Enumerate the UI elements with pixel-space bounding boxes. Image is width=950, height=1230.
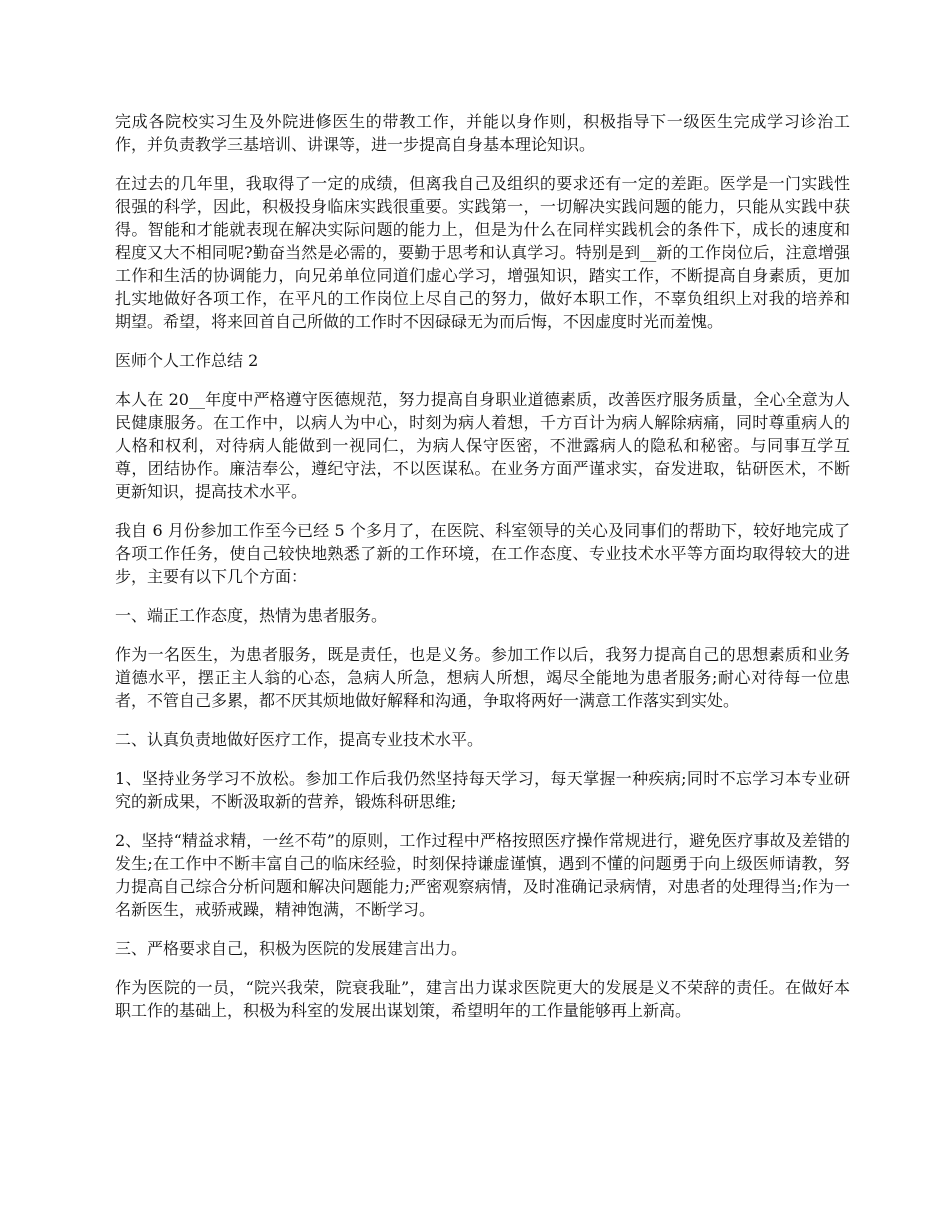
- paragraph-work-since-june: 我自 6 月份参加工作至今已经 5 个多月了，在医院、科室领导的关心及同事们的帮助下，较好地完成了各项工作任务，使自己较快地熟悉了新的工作环境，在工作态度、专业技术水平等方面均取得较大的进步，主要有以下几个方面：: [115, 521, 850, 586]
- heading-medical-work: 二、认真负责地做好医疗工作，提高专业技术水平。: [115, 730, 484, 749]
- section-title-summary-2: 医师个人工作总结 2: [115, 351, 259, 370]
- paragraph-hospital-development: 作为医院的一员，“院兴我荣，院衰我耻”，建言出力谋求医院更大的发展是义不荣辞的责任。在做好本职工作的基础上，积极为科室的发展出谋划策，希望明年的工作量能够再上新高。: [115, 978, 850, 1020]
- paragraph-past-years: 在过去的几年里，我取得了一定的成绩，但离我自己及组织的要求还有一定的差距。医学是一门实践性很强的科学，因此，积极投身临床实践很重要。实践第一，一切解决实践问题的能力，只能从实践中获得。智能和才能就表现在解决实际问题的能力上，但是为什么在同样实践机会的条件下，成长的速度和程度又大不相同呢?勤奋当然是必需的，要勤于思考和认真学习。特别是到__新的工作岗位后，注意增强工作和生活的协调能力，向兄弟单位同道们虚心学习，增强知识，踏实工作，不断提高自身素质，更加扎实地做好各项工作，在平凡的工作岗位上尽自己的努力，做好本职工作，不辜负组织上对我的培养和期望。希望，将来回首自己所做的工作时不因碌碌无为而后悔，不因虚度时光而羞愧。: [115, 174, 850, 331]
- paragraph-study: 1、坚持业务学习不放松。参加工作后我仍然坚持每天学习，每天掌握一种疾病;同时不忘学习本专业研究的新成果，不断汲取新的营养，锻炼科研思维;: [115, 769, 850, 811]
- heading-attitude: 一、端正工作态度，热情为患者服务。: [115, 606, 388, 625]
- document-page: [115, 110, 850, 1038]
- paragraph-intro-continuation: 完成各院校实习生及外院进修医生的带教工作，并能以身作则，积极指导下一级医生完成学习诊治工作，并负责教学三基培训、讲课等，进一步提高自身基本理论知识。: [115, 112, 850, 154]
- paragraph-medical-ethics: 本人在 20__年度中严格遵守医德规范，努力提高自身职业道德素质，改善医疗服务质量，全心全意为人民健康服务。在工作中，以病人为中心，时刻为病人着想，千方百计为病人解除病痛，同时尊重病人的人格和权利，对待病人能做到一视同仁，为病人保守医密，不泄露病人的隐私和秘密。与同事互学互尊，团结协作。廉洁奉公，遵纪守法，不以医谋私。在业务方面严谨求实，奋发进取，钻研医术，不断更新知识，提高技术水平。: [115, 390, 850, 501]
- heading-strict-requirements: 三、严格要求自己，积极为医院的发展建言出力。: [115, 939, 468, 958]
- paragraph-precision: 2、坚持“精益求精，一丝不苟”的原则，工作过程中严格按照医疗操作常规进行，避免医疗事故及差错的发生;在工作中不断丰富自己的临床经验，时刻保持谦虚谨慎，遇到不懂的问题勇于向上级医师请教，努力提高自己综合分析问题和解决问题能力;严密观察病情，及时准确记录病情，对患者的处理得当;作为一名新医生，戒骄戒躁，精神饱满，不断学习。: [115, 831, 850, 919]
- paragraph-serve-patients: 作为一名医生，为患者服务，既是责任，也是义务。参加工作以后，我努力提高自己的思想素质和业务道德水平，摆正主人翁的心态，急病人所急，想病人所想，竭尽全能地为患者服务;耐心对待每一位患者，不管自己多累，都不厌其烦地做好解释和沟通，争取将两好一满意工作落实到实处。: [115, 645, 850, 710]
